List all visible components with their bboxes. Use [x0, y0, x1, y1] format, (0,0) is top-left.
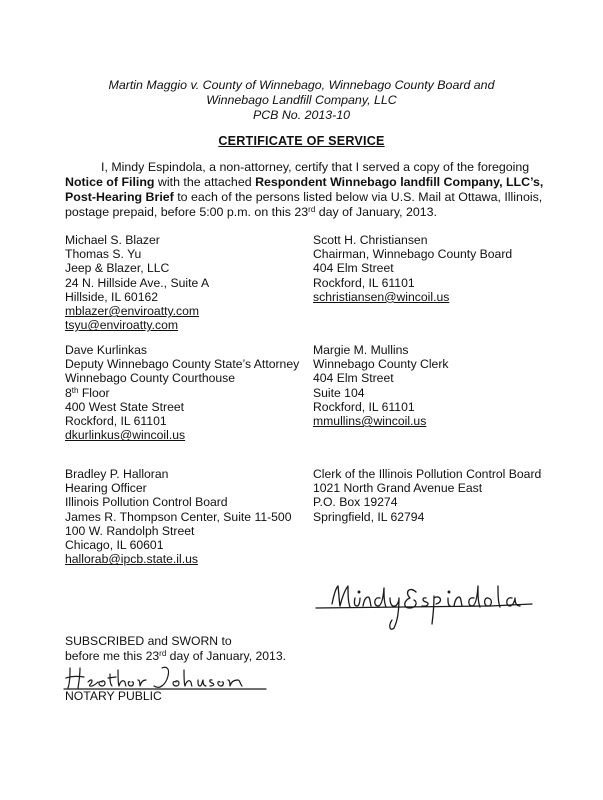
document-title: CERTIFICATE OF SERVICE [218, 134, 385, 148]
notary-text: day of January, 2013. [166, 649, 286, 663]
paragraph-text: postage prepaid, before 5:00 p.m. on this 23 [65, 205, 309, 219]
recipient-line: Springfield, IL 62794 [313, 509, 425, 524]
notary-text: before me this 23 [65, 649, 160, 663]
certification-paragraph [65, 160, 544, 220]
recipient-line: 404 Elm Street [313, 371, 394, 386]
recipient-line: Hillside, IL 60162 [65, 289, 159, 304]
recipient-clerk [313, 467, 541, 524]
recipient-line: Dave Kurlinkas [65, 343, 147, 357]
recipient-line: Winnebago County Courthouse [65, 371, 236, 386]
recipient-line: Deputy Winnebago County State’s Attorney [65, 357, 300, 372]
recipient-line: Bradley P. Halloran [65, 467, 169, 481]
recipient-line: Michael S. Blazer [65, 233, 160, 247]
recipient-line: 1021 North Grand Avenue East [313, 481, 483, 496]
server-signature [310, 580, 540, 640]
paragraph-line-4 [65, 205, 535, 220]
caption-line-2: Winnebago Landfill Company, LLC [206, 93, 397, 107]
paragraph-text: to each of the persons listed below via U.S. Mail at Ottawa, Illinois, [173, 190, 543, 204]
recipient-line: Winnebago County Clerk [313, 357, 449, 372]
respondent-text: Respondent Winnebago landfill Company, LLC’s, [255, 175, 544, 189]
email-link[interactable]: mblazer@enviroatty.com [65, 304, 200, 319]
recipient-line: Thomas S. Yu [65, 247, 142, 262]
recipient-line: Chairman, Winnebago County Board [313, 247, 513, 262]
email-link[interactable]: dkurlinkus@wincoil.us [65, 428, 186, 443]
case-caption [0, 78, 603, 123]
recipient-line: Scott H. Christiansen [313, 233, 428, 247]
paragraph-line-3 [65, 190, 543, 205]
paragraph-line-1: I, Mindy Espindola, a non-attorney, certify that I served a copy of the foregoing [101, 160, 530, 174]
recipient-line: 404 Elm Street [313, 261, 394, 276]
recipient-line: Suite 104 [313, 385, 365, 400]
recipient-kurlinkas [65, 343, 299, 442]
notary-public-label: NOTARY PUBLIC [65, 689, 162, 703]
recipient-line: P.O. Box 19274 [313, 495, 398, 510]
recipient-line: Hearing Officer [65, 481, 147, 496]
paragraph-line-2 [65, 175, 544, 190]
ordinal-suffix: th [71, 385, 79, 395]
recipient-line: Rockford, IL 61101 [313, 275, 415, 290]
email-link[interactable]: schristiansen@wincoil.us [313, 289, 450, 304]
recipient-halloran [65, 467, 292, 566]
floor-number: 8 [65, 385, 72, 400]
notary-line-1: SUBSCRIBED and SWORN to [65, 634, 232, 648]
recipient-blazer [65, 233, 209, 332]
recipient-line [65, 386, 299, 400]
recipient-line: 400 West State Street [65, 399, 185, 414]
recipient-christiansen [313, 233, 512, 304]
recipient-line: 24 N. Hillside Ave., Suite A [65, 275, 210, 290]
brief-text: Post-Hearing Brief [65, 190, 174, 204]
floor-text: Floor [78, 385, 110, 400]
recipient-line: James R. Thompson Center, Suite 11-500 [65, 509, 292, 524]
notary-signature [62, 662, 272, 692]
recipient-line: Rockford, IL 61101 [313, 399, 415, 414]
email-link[interactable]: mmullins@wincoil.us [313, 414, 427, 429]
ordinal-suffix: rd [308, 205, 316, 214]
recipient-line: Jeep & Blazer, LLC [65, 261, 170, 276]
recipient-line: Chicago, IL 60601 [65, 538, 164, 553]
recipient-line: 100 W. Randolph Street [65, 523, 195, 538]
notary-block [65, 634, 286, 664]
recipient-line: Illinois Pollution Control Board [65, 495, 228, 510]
paragraph-text: day of January, 2013. [315, 205, 437, 219]
email-link[interactable]: hallorab@ipcb.state.il.us [65, 552, 198, 567]
caption-line-3: PCB No. 2013-10 [252, 108, 351, 122]
paragraph-text: with the attached [154, 175, 256, 189]
notice-of-filing-text: Notice of Filing [65, 175, 155, 189]
recipient-line: Rockford, IL 61101 [65, 414, 167, 429]
ordinal-suffix: rd [159, 649, 167, 658]
caption-line-1: Martin Maggio v. County of Winnebago, Winnebago County Board and [108, 78, 495, 92]
email-link[interactable]: tsyu@enviroatty.com [65, 318, 179, 333]
recipient-line: Margie M. Mullins [313, 343, 409, 357]
recipient-line: Clerk of the Illinois Pollution Control Board [313, 467, 542, 481]
recipient-mullins [313, 343, 449, 428]
